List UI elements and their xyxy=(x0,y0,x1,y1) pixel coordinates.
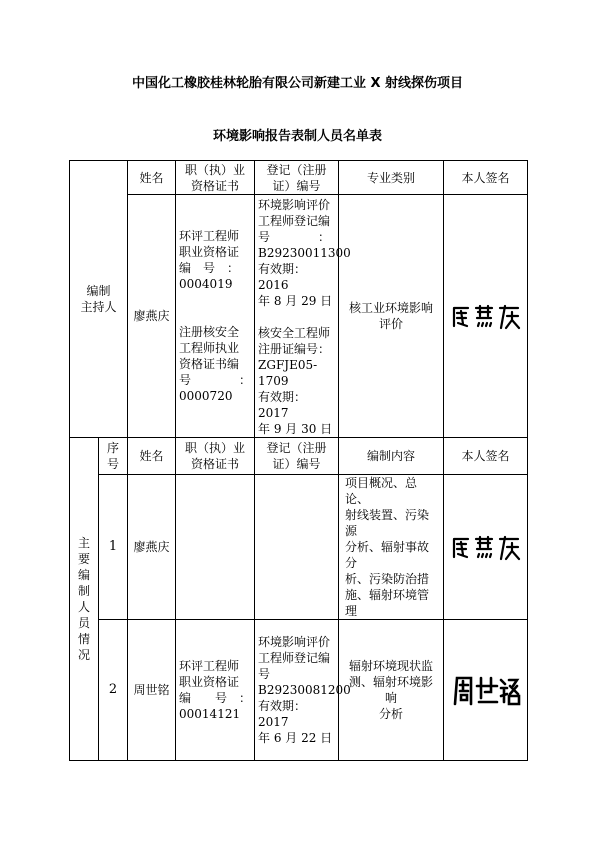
handwritten-signature-image xyxy=(451,674,521,706)
row-content: 项目概况、总论、 射线装置、污染源 分析、辐射事故分 析、污染防治措 施、辐射环境管理 xyxy=(339,475,444,620)
host-signature xyxy=(444,195,528,438)
row-reg xyxy=(255,475,339,620)
table-title: 环境影响报告表制人员名单表 xyxy=(212,129,382,144)
section1-data-row xyxy=(70,195,528,438)
table-row xyxy=(70,620,528,761)
header-seq: 序 号 xyxy=(99,438,128,475)
table-row xyxy=(70,475,528,620)
host-certificates: 环评工程师 职业资格证 编 号 ： 0004019 注册核安全 工程师执业 资格证书编 号：0000720 xyxy=(176,195,255,438)
host-registrations: 环境影响评价 工程师登记编 号 ： B29230011300 有效期：2016 年 8 月 29 日 核安全工程师 注册证编号： ZGFJE05-1709 有效期：2017 年 9 月 30 日 xyxy=(255,195,339,438)
row-signature xyxy=(444,620,528,761)
header-name: 姓名 xyxy=(128,438,176,475)
row-name: 周世铭 xyxy=(128,620,176,761)
row-reg: 环境影响评价 工程师登记编 号 B29230081200 有效期：2017 年 6 月 22 日 xyxy=(255,620,339,761)
header-cert: 职（执）业 资格证书 xyxy=(176,438,255,475)
row-cert: 环评工程师 职业资格证 编 号 ： 00014121 xyxy=(176,620,255,761)
document-title: 中国化工橡胶桂林轮胎有限公司新建工业 X 射线探伤项目 xyxy=(131,76,464,91)
handwritten-signature-image xyxy=(450,302,522,330)
header-name: 姓名 xyxy=(128,161,176,195)
personnel-table xyxy=(69,160,528,761)
header-cert: 职（执）业 资格证书 xyxy=(176,161,255,195)
header-reg: 登记（注册 证）编号 xyxy=(255,438,339,475)
section1-header-row xyxy=(70,161,528,195)
header-reg: 登记（注册 证）编号 xyxy=(255,161,339,195)
row-cert xyxy=(176,475,255,620)
row-seq: 2 xyxy=(99,620,128,761)
header-signature: 本人签名 xyxy=(444,438,528,475)
row-content: 辐射环境现状监 测、辐射环境影响 分析 xyxy=(339,620,444,761)
section2-label: 主 要 编 制 人 员 情 况 xyxy=(70,438,99,761)
header-content: 编制内容 xyxy=(339,438,444,475)
section1-label: 编制 主持人 xyxy=(70,161,128,438)
host-category: 核工业环境影响 评价 xyxy=(339,195,444,438)
row-seq: 1 xyxy=(99,475,128,620)
header-signature: 本人签名 xyxy=(444,161,528,195)
row-signature xyxy=(444,475,528,620)
section2-header-row xyxy=(70,438,528,475)
host-name: 廖燕庆 xyxy=(128,195,176,438)
header-category: 专业类别 xyxy=(339,161,444,195)
handwritten-signature-image xyxy=(450,533,522,561)
row-name: 廖燕庆 xyxy=(128,475,176,620)
